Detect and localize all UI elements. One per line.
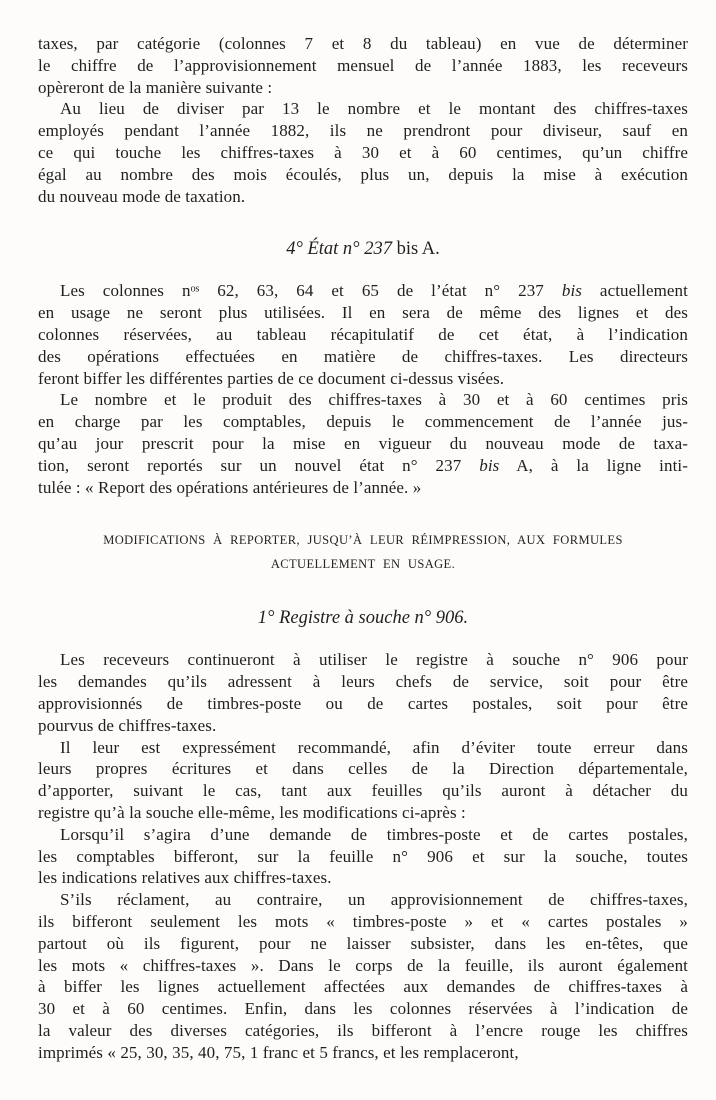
document-content [38, 33, 688, 1063]
caps-heading-line: ACTUELLEMENT EN USAGE. [270, 557, 456, 572]
text-line: approvisionnés de timbres-poste ou de cartes postales, soit pour être [38, 693, 688, 713]
text-line: en usage ne seront plus utilisées. Il en sera de même des lignes et des [38, 303, 688, 323]
text-line: leurs propres écritures et dans celles de la Direction départementale, [38, 759, 688, 779]
text-line: pourvus de chiffres-taxes. [38, 715, 217, 735]
paragraph [38, 98, 688, 207]
text-line: Les colonnes nᵒˢ 62, 63, 64 et 65 de l’état n° 237 bis actuellement [60, 281, 688, 301]
text-line: ils bifferont seulement les mots « timbres-poste » et « cartes postales » [38, 911, 688, 931]
caps-heading [38, 528, 688, 576]
text-line: Les receveurs continueront à utiliser le registre à souche n° 906 pour [60, 650, 688, 670]
text-line: Au lieu de diviser par 13 le nombre et le montant des chiffres-taxes [60, 99, 688, 119]
text-line: à biffer les lignes actuellement affectées aux demandes de chiffres-taxes à [38, 977, 688, 997]
text-line: opèreront de la manière suivante : [38, 77, 273, 97]
section-heading: 1° Registre à souche n° 906. [257, 608, 469, 629]
text-line: imprimés « 25, 30, 35, 40, 75, 1 franc et 5 francs, et les remplaceront, [38, 1042, 519, 1062]
text-line: ce qui touche les chiffres-taxes à 30 et à 60 centimes, qu’un chiffre [38, 142, 688, 162]
text-line: Lorsqu’il s’agira d’une demande de timbres-poste et de cartes postales, [60, 824, 688, 844]
paragraph [38, 280, 688, 389]
text-line: les comptables bifferont, sur la feuille n° 906 et sur la souche, toutes [38, 846, 688, 866]
text-line: tulée : « Report des opérations antérieures de l’année. » [38, 477, 422, 497]
text-line: qu’au jour prescrit pour la mise en vigueur du nouveau mode de taxa- [38, 433, 688, 453]
paragraph [38, 889, 688, 1063]
text-line: taxes, par catégorie (colonnes 7 et 8 du tableau) en vue de déterminer [38, 34, 688, 53]
italic-segment: bis [479, 455, 500, 475]
text-line: égal au nombre des mois écoulés, plus un, depuis la mise à exécution [38, 164, 688, 184]
text-line: en charge par les comptables, depuis le commencement de l’année jus- [38, 412, 688, 432]
paragraph [38, 33, 688, 98]
roman-segment: bis A. [396, 239, 440, 260]
paragraph [38, 737, 688, 824]
paragraph [38, 389, 688, 498]
text-line: feront biffer les différentes parties de ce document ci-dessus visées. [38, 368, 505, 388]
text-line: les mots « chiffres-taxes ». Dans le corps de la feuille, ils auront également [38, 955, 688, 975]
text-line: Le nombre et le produit des chiffres-taxes à 30 et à 60 centimes pris [60, 390, 688, 410]
text-line: d’apporter, suivant le cas, tant aux feuilles qu’ils auront à détacher du [38, 781, 688, 801]
text-line: employés pendant l’année 1882, ils ne prendront pour diviseur, sauf en [38, 121, 688, 141]
paragraph [38, 824, 688, 889]
text-line: la valeur des diverses catégories, ils bifferont à l’encre rouge les chiffres [38, 1020, 688, 1040]
caps-heading-line: MODIFICATIONS À REPORTER, JUSQU’À LEUR RÉIMPRESSION, AUX FORMULES [103, 533, 623, 548]
text-line: registre qu’à la souche elle-même, les modifications ci-après : [38, 802, 466, 822]
text-line: Il leur est expressément recommandé, afin d’éviter toute erreur dans [60, 737, 688, 757]
text-line: les indications relatives aux chiffres-taxes. [38, 868, 332, 888]
text-line: les demandes qu’ils adressent à leurs chefs de service, soit pour être [38, 672, 688, 692]
text-line: tion, seront reportés sur un nouvel état n° 237 bis A, à la ligne inti- [38, 455, 688, 475]
italic-segment: bis [561, 281, 582, 301]
text-line: 30 et à 60 centimes. Enfin, dans les colonnes réservées à l’indication de [38, 999, 688, 1019]
section-heading: 4° État n° 237 bis A. [286, 239, 440, 260]
text-line: du nouveau mode de taxation. [38, 186, 246, 206]
paragraph [38, 649, 688, 736]
text-line: partout où ils figurent, pour ne laisser subsister, dans les en-têtes, que [38, 933, 688, 953]
text-line: des opérations effectuées en matière de chiffres-taxes. Les directeurs [38, 346, 688, 366]
text-line: colonnes réservées, au tableau récapitulatif de cet état, à l’indication [38, 324, 688, 344]
text-line: le chiffre de l’approvisionnement mensuel de l’année 1883, les receveurs [38, 55, 688, 75]
text-line: S’ils réclament, au contraire, un approvisionnement de chiffres-taxes, [60, 890, 688, 910]
